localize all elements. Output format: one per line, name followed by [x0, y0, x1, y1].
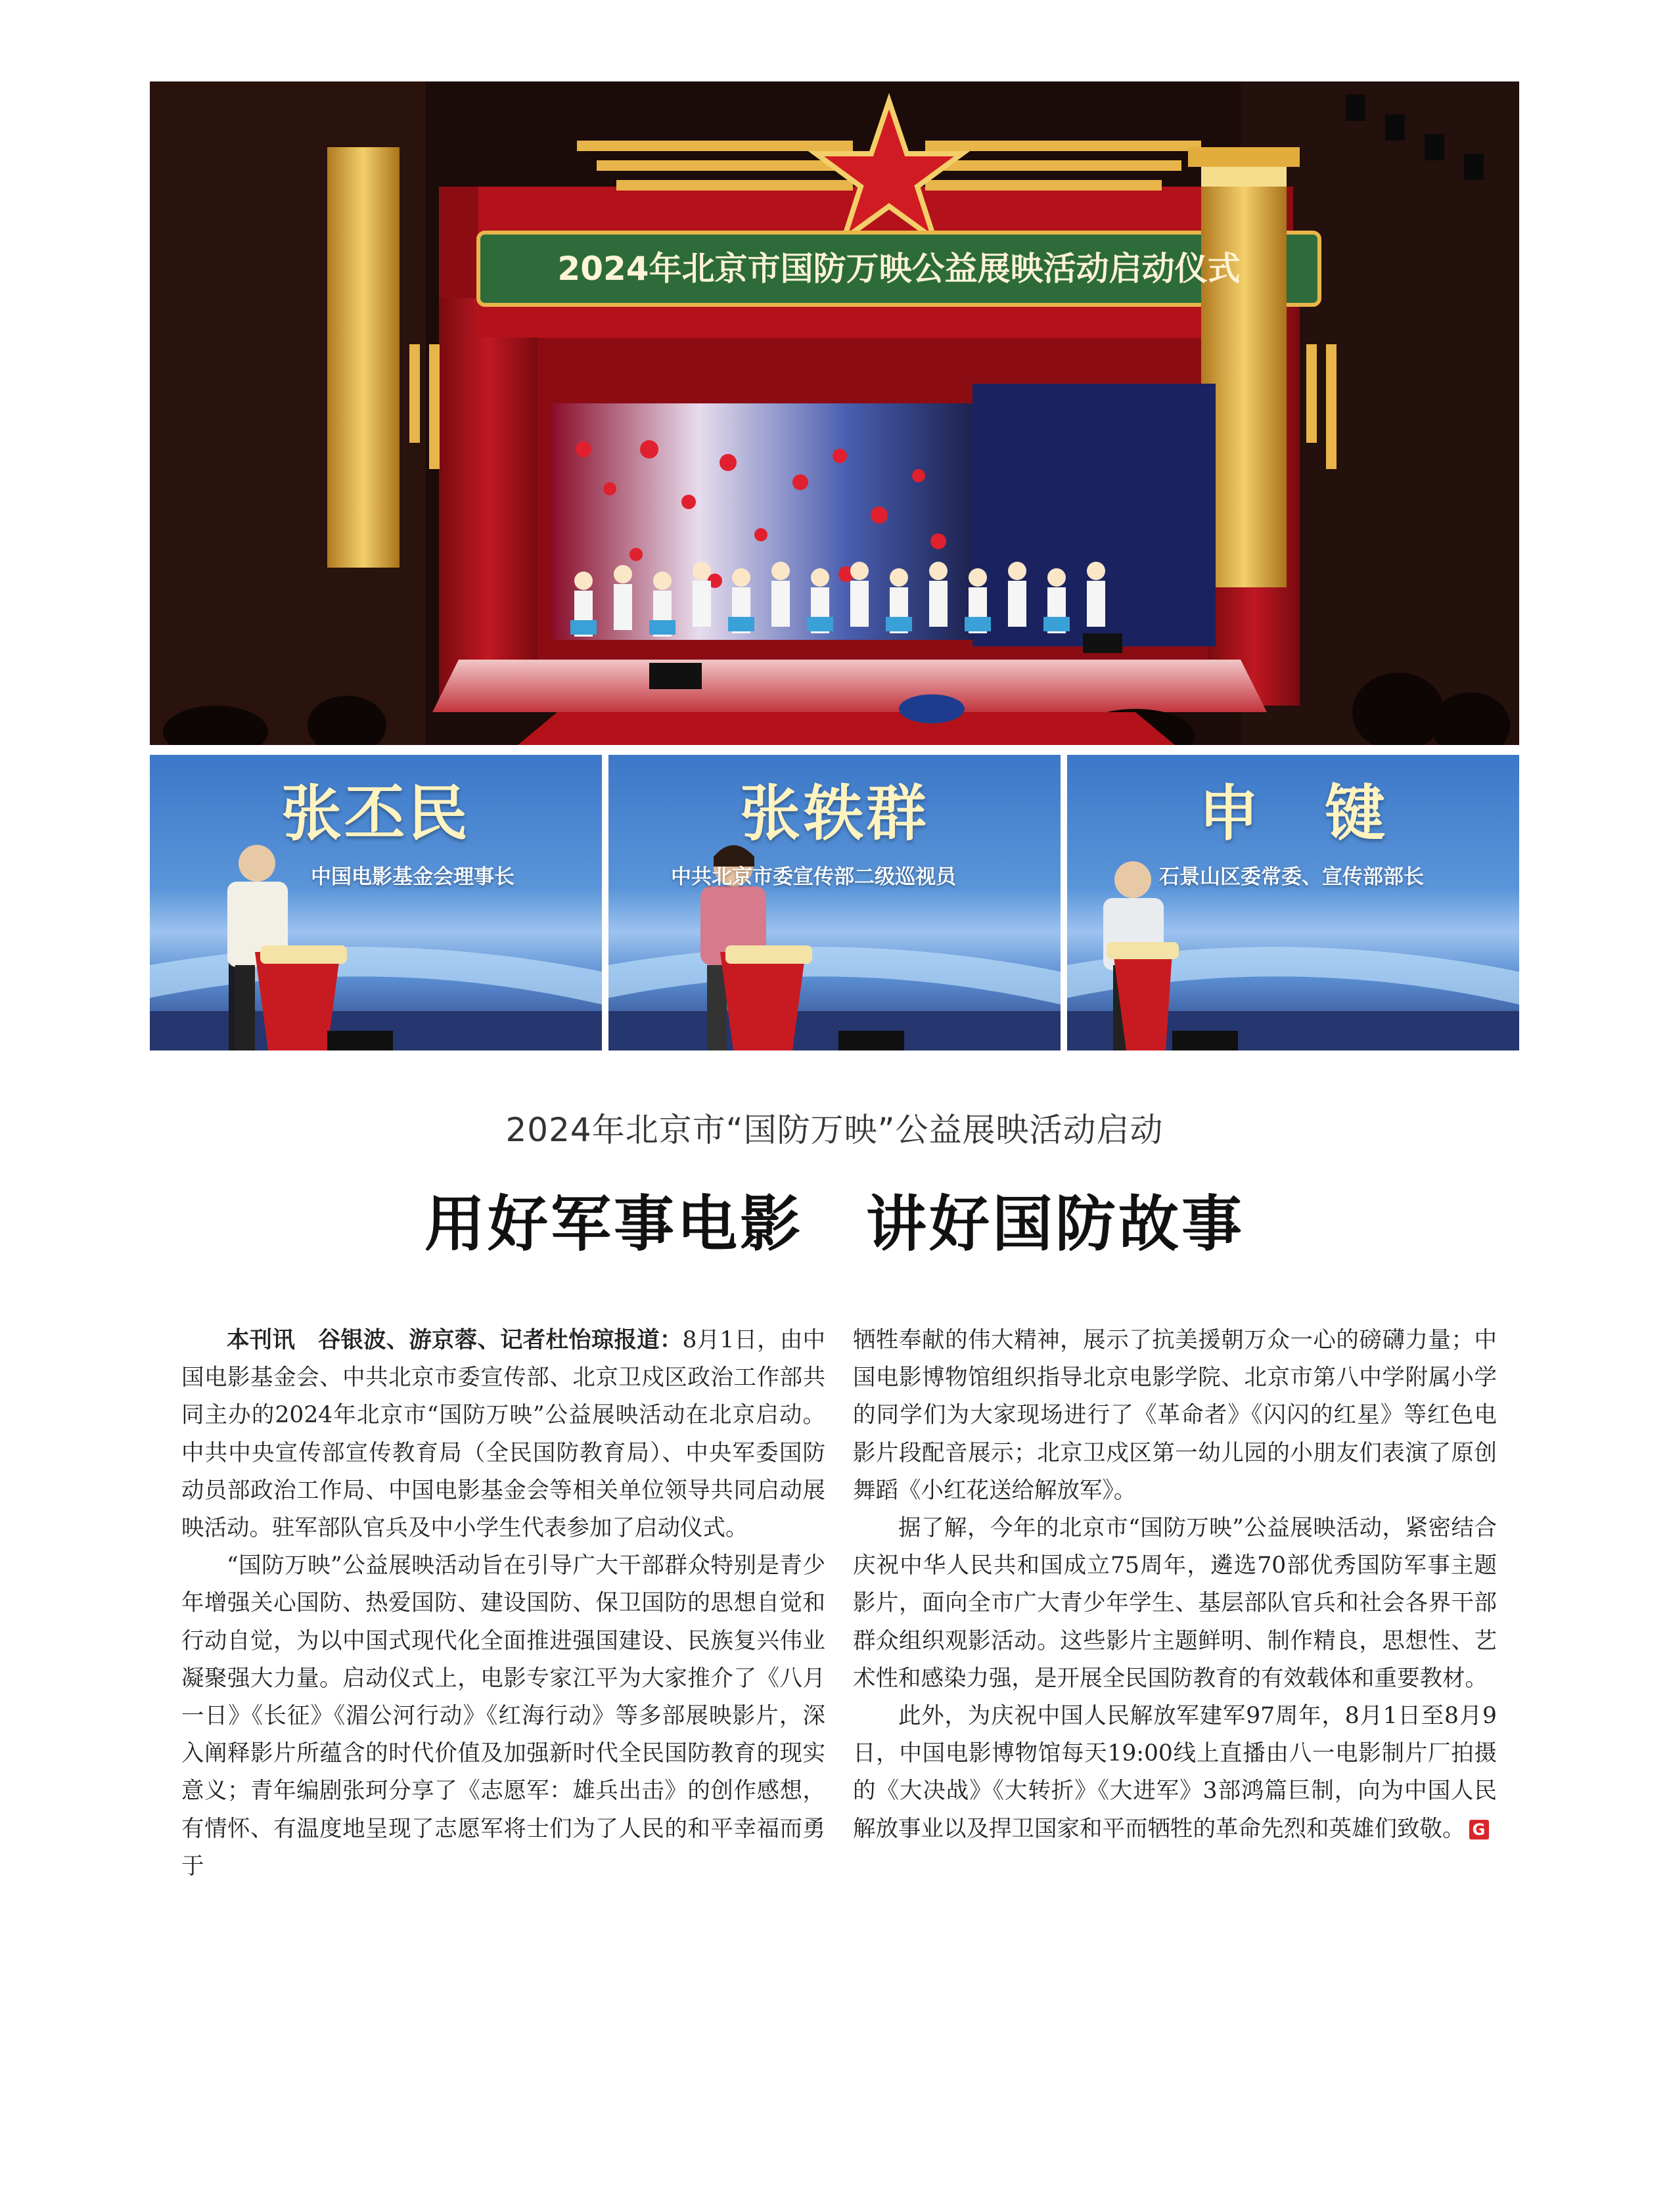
article-column-right: [853, 1322, 1497, 1848]
stage-banner: [150, 81, 1519, 745]
article-title: 用好军事电影 讲好国防故事: [424, 1189, 1245, 1259]
article-column-left: [181, 1322, 825, 1885]
paragraph-2-continued: 牺牲奉献的伟大精神，展示了抗美援朝万众一心的磅礴力量；中国电影博物馆组织指导北京电影学院、北京市第八中学附属小学的同学们为大家现场进行了《革命者》《闪闪的红星》等红色电影片段配音展示；北京卫戍区第一幼儿园的小朋友们表演了原创舞蹈《小红花送给解放军》。: [853, 1327, 1497, 1504]
speaker-role-2: 中共北京市委宣传部二级巡视员: [671, 865, 956, 889]
paragraph-4-text: 此外，为庆祝中国人民解放军建军97周年，8月1日至8月9日，中国电影博物馆每天19:00线上直播由八一电影制片厂拍摄的《大决战》《大转折》《大进军》3部鸿篇巨制，向为中国人民解放事业以及捍卫国家和平而牺牲的革命先烈和英雄们致敬。: [853, 1703, 1497, 1842]
stage-banner-text: 2024年北京市国防万映公益展映活动启动仪式: [557, 250, 1241, 288]
end-mark-icon: G: [1469, 1820, 1489, 1840]
speaker-photo-2: [608, 755, 1061, 1050]
article-subtitle: 2024年北京市“国防万映”公益展映活动启动: [505, 1111, 1164, 1149]
paragraph-2-text: “国防万映”公益展映活动旨在引导广大干部群众特别是青少年增强关心国防、热爱国防、建设国防、保卫国防的思想自觉和行动自觉，为以中国式现代化全面推进强国建设、民族复兴伟业凝聚强大力量。启动仪式上，电影专家江平为大家推介了《八月一日》《长征》《湄公河行动》《红海行动》等多部展映影片，深入阐释影片所蕴含的时代价值及加强新时代全民国防教育的现实意义；青年编剧张珂分享了《志愿军：雄兵出击》的创作感想，有情怀、有温度地呈现了志愿军将士们为了人民的和平幸福而勇于: [181, 1552, 825, 1880]
paragraph-4: [853, 1698, 1497, 1848]
speaker-name-2: 张轶群: [739, 778, 929, 849]
paragraph-1-text: 8月1日，由中国电影基金会、中共北京市委宣传部、北京卫戍区政治工作部共同主办的2024年北京市“国防万映”公益展映活动在北京启动。中共中央宣传部宣传教育局（全民国防教育局）、中央军委国防动员部政治工作局、中国电影基金会等相关单位领导共同启动展映活动。驻军部队官兵及中小学生代表参加了启动仪式。: [181, 1327, 825, 1542]
stage-photo: [150, 81, 1519, 745]
paragraph-3: [853, 1510, 1497, 1698]
speaker-role-3: 石景山区委常委、宣传部部长: [1159, 865, 1424, 889]
speaker-name-3: 申 键: [1198, 778, 1388, 849]
speaker-role-1: 中国电影基金会理事长: [311, 865, 514, 889]
paragraph-2: [181, 1547, 825, 1885]
speaker-photo-3: [1067, 755, 1519, 1050]
byline: 本刊讯 谷银波、游京蓉、记者杜怡琼报道：: [227, 1327, 683, 1353]
speaker-name-1: 张丕民: [281, 778, 470, 849]
paragraph-3-text: 据了解，今年的北京市“国防万映”公益展映活动，紧密结合庆祝中华人民共和国成立75周年，遴选70部优秀国防军事主题影片，面向全市广大青少年学生、基层部队官兵和社会各界干部群众组织观影活动。这些影片主题鲜明、制作精良，思想性、艺术性和感染力强，是开展全民国防教育的有效载体和重要教材。: [853, 1515, 1497, 1692]
speaker-photo-1: [150, 755, 602, 1050]
paragraph-1: [181, 1322, 825, 1547]
